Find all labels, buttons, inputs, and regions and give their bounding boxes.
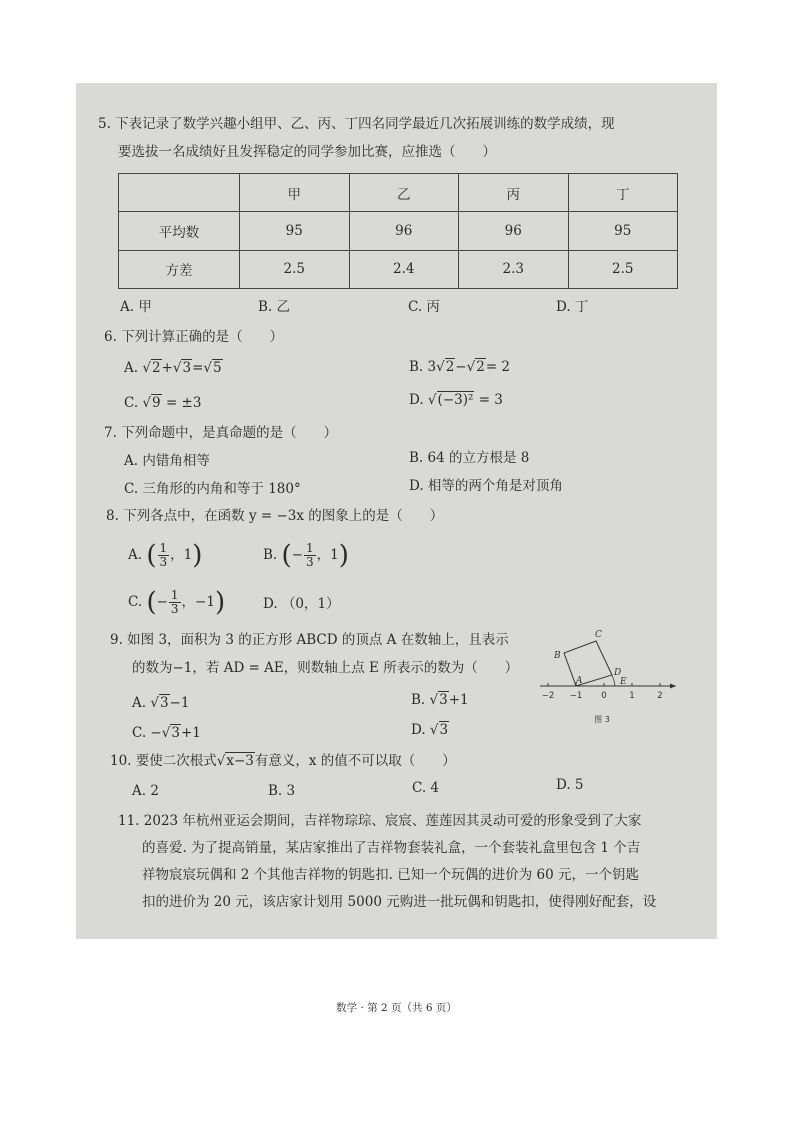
q5-option-c: C. 丙 xyxy=(408,299,440,315)
table-cell: 95 xyxy=(568,212,678,250)
axis-arrow xyxy=(670,684,676,689)
q5-option-a: A. 甲 xyxy=(120,299,152,315)
q9-option-b: B. √3+1 xyxy=(411,692,469,708)
q8-stem: 8. 下列各点中，在函数 y = −3x 的图象上的是（ ） xyxy=(106,508,444,524)
q11-stem-line4: 扣的进价为 20 元，该店家计划用 5000 元购进一批玩偶和钥匙扣，使得刚好配套，设 xyxy=(142,894,657,910)
q11-stem-line2: 的喜爱. 为了提高销量，某店家推出了吉祥物套装礼盒，一个套装礼盒里包含 1 个吉 xyxy=(142,840,641,856)
point-label: B xyxy=(554,651,561,661)
q9-stem-line2: 的数为−1，若 AD = AE，则数轴上点 E 所表示的数为（ ） xyxy=(132,660,519,676)
figure-caption: 图 3 xyxy=(594,715,610,724)
table-cell: 2.5 xyxy=(240,250,350,288)
tick-label: −2 xyxy=(541,691,555,701)
q8-option-c: C. (− $\frac{1}{3}$ ，−1) xyxy=(128,587,226,618)
q10-option-d: D. 5 xyxy=(556,777,584,793)
table-row xyxy=(119,212,678,250)
q6-option-d: D. √(−3)² = 3 xyxy=(409,392,503,408)
table-row xyxy=(119,250,678,288)
q9-option-a: A. √3−1 xyxy=(132,695,190,711)
table-cell: 乙 xyxy=(349,174,459,212)
point-label: E xyxy=(620,677,627,687)
q9-option-c: C. −√3+1 xyxy=(132,725,201,741)
tick-label: 1 xyxy=(629,691,635,701)
table-cell: 丙 xyxy=(459,174,569,212)
q8-option-d: D. （0，1） xyxy=(263,596,340,612)
q6-option-b: B. 3√2−√2= 2 xyxy=(409,359,511,375)
table-cell: 96 xyxy=(459,212,569,250)
q7-option-d: D. 相等的两个角是对顶角 xyxy=(409,478,563,494)
table-header-row xyxy=(119,174,678,212)
table-cell: 2.4 xyxy=(349,250,459,288)
q8-option-a: A. ( $\frac{1}{3}$ ，1) xyxy=(128,540,203,571)
table-cell: 甲 xyxy=(240,174,350,212)
table-cell: 95 xyxy=(240,212,350,250)
q8-option-b: B. (− $\frac{1}{3}$ ，1) xyxy=(263,540,349,571)
tick-label: 0 xyxy=(601,691,607,701)
table-cell: 96 xyxy=(349,212,459,250)
q7-option-a: A. 内错角相等 xyxy=(124,453,210,469)
q11-stem-line3: 祥物宸宸玩偶和 2 个其他吉祥物的钥匙扣. 已知一个玩偶的进价为 60 元，一个钥匙 xyxy=(142,867,640,883)
figure-3-diagram xyxy=(536,625,686,725)
q10-option-b: B. 3 xyxy=(268,783,296,799)
q10-option-a: A. 2 xyxy=(132,783,159,799)
table-cell: 丁 xyxy=(568,174,678,212)
point-label: A xyxy=(576,676,583,686)
table-cell: 2.5 xyxy=(568,250,678,288)
q5-stem-line2: 要选拔一名成绩好且发挥稳定的同学参加比赛，应推选（ ） xyxy=(118,144,496,160)
q5-score-table xyxy=(118,173,678,289)
q10-option-c: C. 4 xyxy=(412,780,440,796)
table-cell: 方差 xyxy=(119,250,240,288)
q10-stem: 10. 要使二次根式√x−3有意义，x 的值不可以取（ ） xyxy=(110,753,456,769)
tick-label: 2 xyxy=(657,691,663,701)
q6-option-c: C. √9 = ±3 xyxy=(124,395,202,411)
q9-option-d: D. √3 xyxy=(411,722,449,738)
point-label: C xyxy=(595,630,602,640)
tick-label: −1 xyxy=(569,691,583,701)
q5-stem-line1: 5. 下表记录了数学兴趣小组甲、乙、丙、丁四名同学最近几次拓展训练的数学成绩，现 xyxy=(98,116,615,132)
q5-option-b: B. 乙 xyxy=(258,299,291,315)
q5-option-d: D. 丁 xyxy=(556,299,589,315)
q7-stem: 7. 下列命题中，是真命题的是（ ） xyxy=(104,425,338,441)
q7-option-b: B. 64 的立方根是 8 xyxy=(409,450,530,466)
table-cell: 平均数 xyxy=(119,212,240,250)
table-cell: 2.3 xyxy=(459,250,569,288)
point-label: D xyxy=(614,668,622,678)
page-footer: 数学 · 第 2 页（共 6 页） xyxy=(336,1002,457,1014)
table-cell xyxy=(119,174,240,212)
q11-stem-line1: 11. 2023 年杭州亚运会期间，吉祥物琮琮、宸宸、莲莲因其灵动可爱的形象受到了大家 xyxy=(118,813,642,829)
q9-stem-line1: 9. 如图 3，面积为 3 的正方形 ABCD 的顶点 A 在数轴上，且表示 xyxy=(110,632,509,648)
q7-option-c: C. 三角形的内角和等于 180° xyxy=(124,481,301,497)
q6-option-a: A. √2+√3=√5 xyxy=(124,360,222,376)
square-abcd xyxy=(564,641,612,686)
q6-stem: 6. 下列计算正确的是（ ） xyxy=(104,329,284,345)
